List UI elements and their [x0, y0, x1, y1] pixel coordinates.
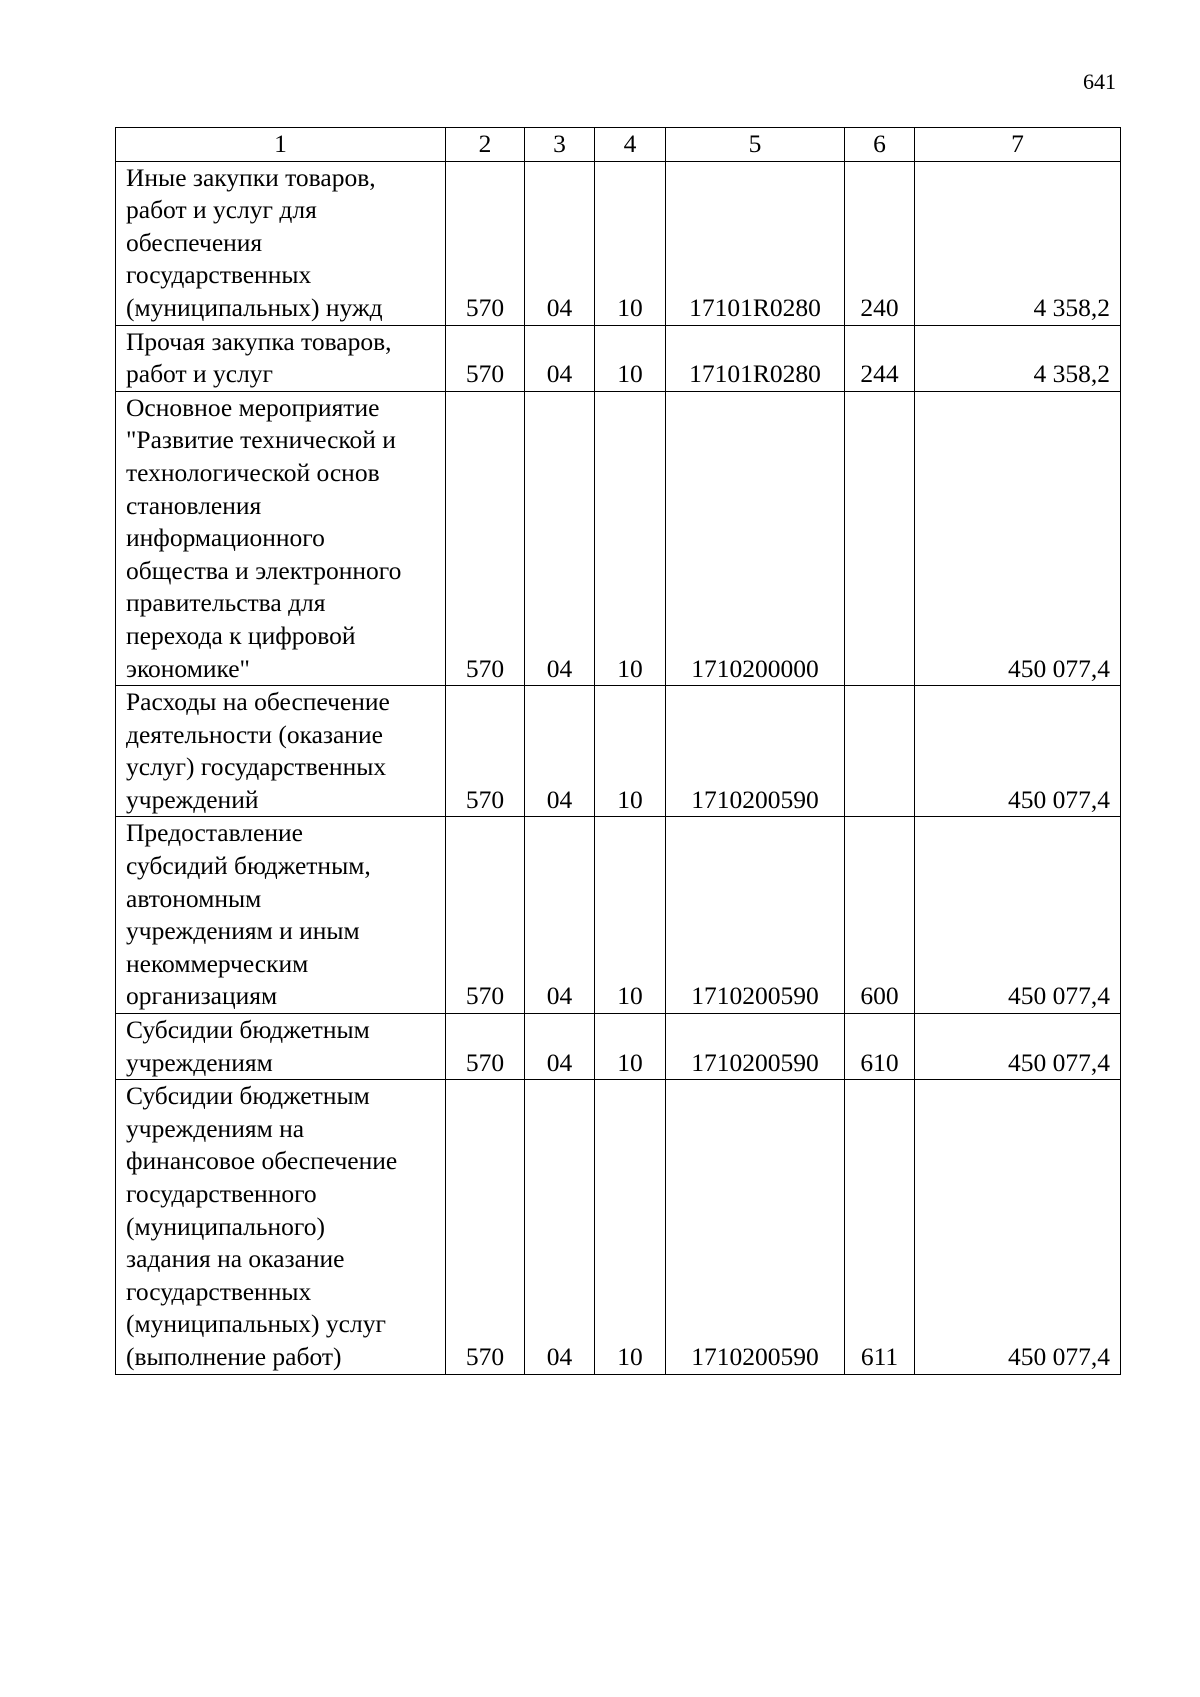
target-article-cell: 1710200590	[666, 1080, 845, 1374]
row-name-line: Иные закупки товаров,	[126, 162, 376, 192]
header-cell-6: 6	[845, 128, 915, 162]
target-article-cell: 1710200590	[666, 686, 845, 817]
subsection-code-cell: 10	[595, 391, 666, 685]
row-name-line: Субсидии бюджетным	[126, 1015, 370, 1045]
expense-type-cell	[845, 391, 915, 685]
row-name-cell	[116, 1080, 446, 1374]
row-name-cell	[116, 325, 446, 391]
expense-type-cell: 244	[845, 325, 915, 391]
subsection-code-cell: 10	[595, 686, 666, 817]
subsection-code-cell: 10	[595, 1014, 666, 1080]
budget-table	[115, 127, 1121, 1375]
target-article-cell: 17101R0280	[666, 161, 845, 325]
row-name-line: "Развитие технической и	[126, 425, 396, 455]
amount-cell: 4 358,2	[915, 161, 1121, 325]
ministry-code-cell: 570	[446, 325, 525, 391]
row-name-line: государственного	[126, 1179, 317, 1208]
row-name-line: работ и услуг	[126, 359, 273, 389]
amount-cell: 450 077,4	[915, 1080, 1121, 1374]
amount-cell: 4 358,2	[915, 325, 1121, 391]
ministry-code-cell: 570	[446, 1080, 525, 1374]
row-name-line: (муниципальных) услуг	[126, 1309, 386, 1339]
target-article-cell: 1710200000	[666, 391, 845, 685]
row-name-line: учреждений	[126, 784, 259, 814]
amount-cell: 450 077,4	[915, 391, 1121, 685]
row-name-line: учреждениям и иным	[126, 916, 360, 946]
section-code-cell: 04	[525, 1014, 595, 1080]
row-name-line: перехода к цифровой	[126, 620, 356, 650]
row-name-line: обеспечения	[126, 227, 263, 257]
subsection-code-cell: 10	[595, 1080, 666, 1374]
table-row	[116, 325, 1121, 391]
row-name-cell	[116, 817, 446, 1014]
header-cell-4: 4	[595, 128, 666, 162]
row-name-line: учреждениям	[126, 1047, 273, 1077]
row-name-line: учреждениям на	[126, 1113, 305, 1143]
header-cell-5: 5	[666, 128, 845, 162]
row-name-line: правительства для	[126, 588, 326, 618]
amount-cell: 450 077,4	[915, 817, 1121, 1014]
target-article-cell: 17101R0280	[666, 325, 845, 391]
table-row	[116, 1080, 1121, 1374]
table-row	[116, 817, 1121, 1014]
row-name-line: организациям	[126, 981, 278, 1011]
row-name-line: некоммерческим	[126, 948, 309, 978]
row-name-cell	[116, 391, 446, 685]
section-code-cell: 04	[525, 325, 595, 391]
expense-type-cell: 610	[845, 1014, 915, 1080]
subsection-code-cell: 10	[595, 161, 666, 325]
expense-type-cell: 600	[845, 817, 915, 1014]
row-name-line: задания на оказание	[126, 1244, 345, 1274]
row-name-line: информационного	[126, 523, 325, 553]
table-header-row	[116, 128, 1121, 162]
row-name-line: общества и электронного	[126, 555, 402, 585]
ministry-code-cell: 570	[446, 817, 525, 1014]
section-code-cell: 04	[525, 161, 595, 325]
expense-type-cell	[845, 686, 915, 817]
target-article-cell: 1710200590	[666, 1014, 845, 1080]
ministry-code-cell: 570	[446, 1014, 525, 1080]
target-article-cell: 1710200590	[666, 817, 845, 1014]
amount-cell: 450 077,4	[915, 686, 1121, 817]
row-name-line: государственных	[126, 260, 312, 290]
subsection-code-cell: 10	[595, 325, 666, 391]
section-code-cell: 04	[525, 686, 595, 817]
page-number: 641	[1083, 69, 1116, 94]
row-name-line: (выполнение работ)	[126, 1341, 342, 1371]
ministry-code-cell: 570	[446, 161, 525, 325]
section-code-cell: 04	[525, 817, 595, 1014]
amount-cell: 450 077,4	[915, 1014, 1121, 1080]
row-name-line: Расходы на обеспечение	[126, 687, 390, 717]
row-name-line: государственных	[126, 1276, 312, 1306]
row-name-line: услуг) государственных	[126, 752, 387, 782]
row-name-line: Предоставление	[126, 818, 303, 848]
row-name-line: Субсидии бюджетным	[126, 1081, 370, 1111]
ministry-code-cell: 570	[446, 391, 525, 685]
expense-type-cell: 240	[845, 161, 915, 325]
subsection-code-cell: 10	[595, 817, 666, 1014]
row-name-line: субсидий бюджетным,	[126, 851, 371, 881]
row-name-line: Прочая закупка товаров,	[126, 326, 392, 356]
expense-type-cell: 611	[845, 1080, 915, 1374]
row-name-line: технологической основ	[126, 457, 380, 487]
row-name-line: работ и услуг для	[126, 195, 317, 225]
row-name-line: деятельности (оказание	[126, 719, 383, 749]
header-cell-1: 1	[116, 128, 446, 162]
table-row	[116, 1014, 1121, 1080]
row-name-line: экономике"	[126, 653, 250, 683]
row-name-line: (муниципальных) нужд	[126, 292, 383, 322]
table-row	[116, 686, 1121, 817]
row-name-line: (муниципального)	[126, 1211, 325, 1241]
table-row	[116, 391, 1121, 685]
row-name-line: становления	[126, 490, 262, 520]
header-cell-7: 7	[915, 128, 1121, 162]
row-name-cell	[116, 686, 446, 817]
row-name-cell	[116, 161, 446, 325]
row-name-line: Основное мероприятие	[126, 392, 380, 422]
section-code-cell: 04	[525, 391, 595, 685]
section-code-cell: 04	[525, 1080, 595, 1374]
table-row	[116, 161, 1121, 325]
header-cell-3: 3	[525, 128, 595, 162]
ministry-code-cell: 570	[446, 686, 525, 817]
header-cell-2: 2	[446, 128, 525, 162]
row-name-line: финансовое обеспечение	[126, 1146, 398, 1176]
row-name-cell	[116, 1014, 446, 1080]
row-name-line: автономным	[126, 883, 262, 913]
